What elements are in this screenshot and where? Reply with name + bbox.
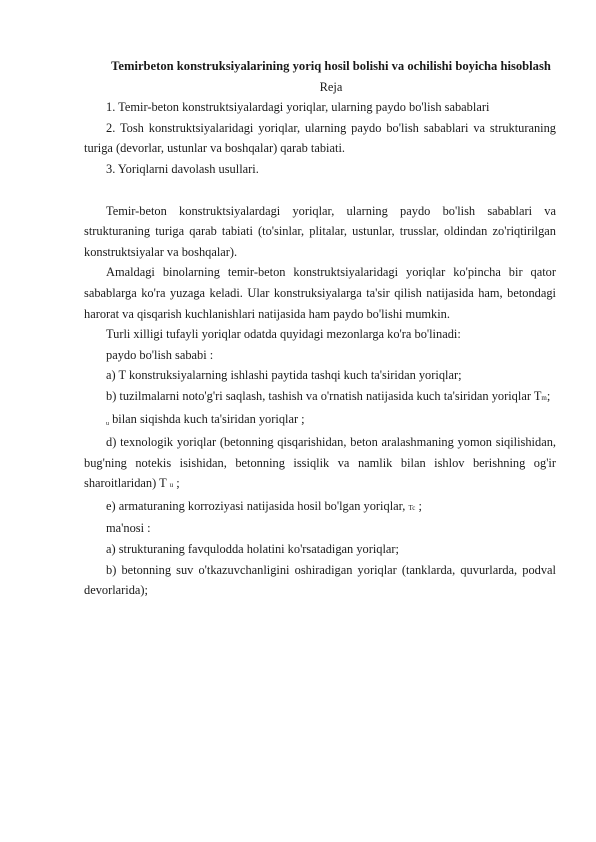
meaning-item-b: b) betonning suv o'tkazuvchanligini oshiradigan yoriqlar (tanklarda, quvurlarda, podval devorlarida); <box>84 562 556 598</box>
paragraph-origin-heading: paydo bo'lish sababi : <box>106 347 214 362</box>
list-item-d-text: d) texnologik yoriqlar (betonning qisqarishidan, beton aralashmaning yomon siqilishidan, bug'ning notekis isishidan, betonning issiqlik va namlik bilan ishlov berishning og'ir sharoitlaridan) T <box>84 435 556 491</box>
document-title: Temirbeton konstruksiyalarining yoriq hosil bolishi va ochilishi boyicha hisoblash <box>111 59 551 73</box>
list-item-e-text: e) armaturaning korroziyasi natijasida hosil bo'lgan yoriqlar, <box>106 498 406 513</box>
plan-item-1: 1. Temir-beton konstruktsiyalardagi yoriqlar, ularning paydo bo'lish sabablari <box>106 100 490 115</box>
document-page <box>84 56 556 601</box>
paragraph-intro: Temir-beton konstruktsiyalardagi yoriqlar, ularning paydo bo'lish sabablari va strukturaning turiga qarab tabiati (to'sinlar, plitalar, ustunlar, trusslar, oldindan zo'riqtirilgan konstruktsiyalar va boshqalar). <box>84 203 556 259</box>
list-item-e <box>84 496 556 519</box>
list-item-b-subscript: m <box>541 393 547 402</box>
paragraph-causes: Amaldagi binolarning temir-beton konstruktsiyalaridagi yoriqlar ko'pincha bir qator sabablarga ko'ra yuzaga keladi. Ular konstruksiyalarga ta'sir qilish natijasida ham, betondagi harorat va qisqarish kuchlanishlari natijasida ham paydo bo'lishi mumkin. <box>84 265 556 321</box>
list-item-c-subscript: u <box>106 420 109 427</box>
list-item-b-end: ; <box>546 388 551 403</box>
list-item-d-subscript: u <box>169 481 174 490</box>
paragraph-meaning-heading: ma'nosi : <box>106 521 151 536</box>
list-item-e-subscript: Tc <box>408 503 416 512</box>
list-item-b-text: b) tuzilmalarni noto'g'ri saqlash, tashish va o'rnatish natijasida kuch ta'siridan yoriqlar T <box>106 388 542 403</box>
section-gap <box>84 180 556 201</box>
list-item-d <box>84 432 556 496</box>
list-item-c <box>84 409 556 433</box>
list-item-b <box>84 386 556 409</box>
plan-item-2: 2. Tosh konstruktsiyalaridagi yoriqlar, ularning paydo bo'lish sabablari va strukturaning turiga (devorlar, ustunlar va boshqalar) qarab tabiati. <box>84 120 556 156</box>
meaning-item-a: a) strukturaning favqulodda holatini ko'rsatadigan yoriqlar; <box>106 542 399 557</box>
list-item-e-end: ; <box>418 498 422 513</box>
plan-heading: Reja <box>319 79 343 94</box>
list-item-d-end: ; <box>176 476 180 491</box>
list-item-c-text: bilan siqishda kuch ta'siridan yoriqlar ; <box>109 411 305 426</box>
plan-item-3: 3. Yoriqlarni davolash usullari. <box>106 161 259 176</box>
paragraph-criteria: Turli xilligi tufayli yoriqlar odatda quyidagi mezonlarga ko'ra bo'linadi: <box>106 327 461 342</box>
list-item-a: a) T konstruksiyalarning ishlashi paytida tashqi kuch ta'siridan yoriqlar; <box>106 368 462 383</box>
